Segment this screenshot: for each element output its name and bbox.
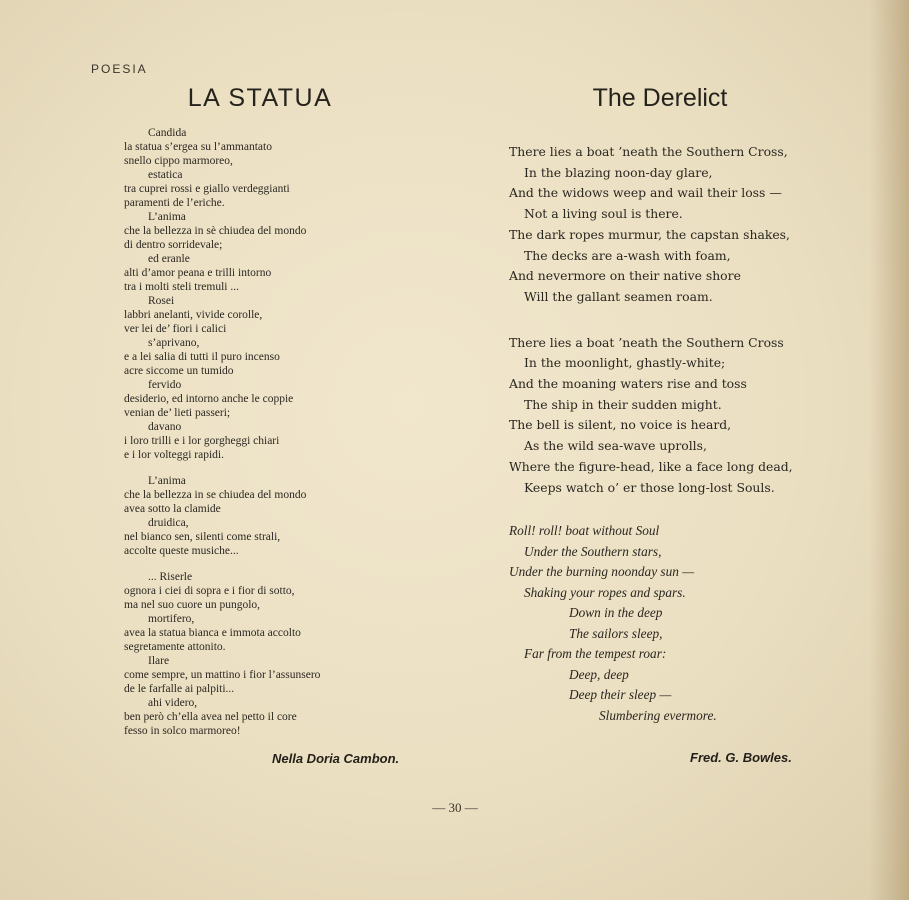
poem-line: Not a living soul is there. xyxy=(524,206,683,222)
poem-line: ahi videro, xyxy=(148,697,198,709)
poem-line: In the blazing noon-day glare, xyxy=(524,164,713,180)
poem-line: segretamente attonito. xyxy=(124,641,226,653)
poem-line: che la bellezza in se chiudea del mondo xyxy=(124,489,307,501)
poem-line: ed eranle xyxy=(148,253,190,265)
poem-line: avea la statua bianca e immota accolto xyxy=(124,627,301,639)
poem-line: Under the burning noonday sun — xyxy=(509,564,695,579)
poem-line: As the wild sea-wave uprolls, xyxy=(524,438,707,454)
poem-line: desiderio, ed intorno anche le coppie xyxy=(124,393,294,405)
left-poem-body xyxy=(124,126,424,738)
poem-line: s’aprivano, xyxy=(148,337,200,349)
poem-line: Slumbering evermore. xyxy=(599,707,717,723)
poem-line: e a lei salia di tutti il puro incenso xyxy=(124,351,280,363)
poem-line: Where the figure-head, like a face long dead, xyxy=(509,458,793,474)
poem-line: avea sotto la clamide xyxy=(124,503,221,515)
poem-line: estatica xyxy=(148,169,183,181)
poem-line: come sempre, un mattino i fior l’assunsero xyxy=(124,669,321,681)
poem-line: la statua s’ergea su l’ammantato xyxy=(124,141,272,153)
section-label: POESIA xyxy=(91,62,148,76)
poem-line: The ship in their sudden might. xyxy=(524,396,722,412)
poem-line: The sailors sleep, xyxy=(569,625,663,641)
right-poem-title: The Derelict xyxy=(592,84,728,112)
poem-line: acre siccome un tumido xyxy=(124,365,234,377)
poem-line: Roll! roll! boat without Soul xyxy=(509,523,660,538)
poem-line: tra i molti steli tremuli ... xyxy=(124,281,239,293)
poem-line: Deep, deep xyxy=(569,666,629,682)
poem-line: Under the Southern stars, xyxy=(524,543,662,559)
poem-line: mortifero, xyxy=(148,613,195,625)
poem-line: L’anima xyxy=(148,475,186,487)
poem-line: The decks are a-wash with foam, xyxy=(524,247,731,263)
poem-line: accolte queste musiche... xyxy=(124,545,239,557)
page-edge-shadow xyxy=(869,0,909,900)
poem-line: ben però ch’ella avea nel petto il core xyxy=(124,711,297,723)
left-poem-title: LA STATUA xyxy=(187,84,333,112)
poem-line: davano xyxy=(148,421,182,433)
poem-line: tra cuprei rossi e giallo verdeggianti xyxy=(124,183,290,195)
right-poem-body xyxy=(509,142,829,498)
poem-line: e i lor volteggi rapidi. xyxy=(124,449,224,461)
poem-line: Keeps watch o’ er those long-lost Souls. xyxy=(524,479,775,495)
poem-line: de le farfalle ai palpiti... xyxy=(124,683,235,695)
poem-line: The bell is silent, no voice is heard, xyxy=(509,417,732,433)
poem-line: There lies a boat ’neath the Southern Cross xyxy=(509,334,784,350)
poem-line: L’anima xyxy=(148,211,186,223)
poem-line: And the widows weep and wail their loss — xyxy=(509,185,782,201)
poem-line: ma nel suo cuore un pungolo, xyxy=(124,599,261,611)
poem-line: Will the gallant seamen roam. xyxy=(524,288,713,304)
poem-line: Rosei xyxy=(148,295,175,307)
poem-line: fesso in solco marmoreo! xyxy=(124,725,241,737)
poem-line: ver lei de’ fiori i calici xyxy=(124,323,227,335)
right-poem-author: Fred. G. Bowles. xyxy=(690,750,792,765)
poem-line: ognora i ciei di sopra e i fior di sotto, xyxy=(124,585,295,597)
poem-line: And the moaning waters rise and toss xyxy=(509,376,747,392)
right-poem-refrain xyxy=(509,521,829,726)
poem-line: nel bianco sen, silenti come strali, xyxy=(124,531,281,543)
poem-line: labbri anelanti, vivide corolle, xyxy=(124,309,263,321)
poem-line: Down in the deep xyxy=(569,605,663,620)
poem-line: paramenti de l’eriche. xyxy=(124,197,225,209)
stanza-gap xyxy=(509,308,829,333)
poem-line: Deep their sleep — xyxy=(569,687,672,702)
left-poem-author: Nella Doria Cambon. xyxy=(272,751,400,766)
poem-line: The dark ropes murmur, the capstan shakes, xyxy=(509,226,790,242)
poem-line: che la bellezza in sè chiudea del mondo xyxy=(124,225,307,237)
poem-line: Far from the tempest roar: xyxy=(524,646,667,661)
poem-line: druidica, xyxy=(148,517,189,529)
poem-line: Ilare xyxy=(148,655,170,667)
poem-line: i loro trilli e i lor gorgheggi chiari xyxy=(124,435,280,447)
stanza-gap xyxy=(124,462,424,474)
poem-line: fervido xyxy=(148,379,182,391)
poem-line: alti d’amor peana e trilli intorno xyxy=(124,267,272,279)
page-number: — 30 — xyxy=(432,800,478,815)
poem-line: Shaking your ropes and spars. xyxy=(524,584,686,600)
poem-line: And nevermore on their native shore xyxy=(509,268,741,284)
stanza-gap xyxy=(124,558,424,570)
poem-line: There lies a boat ’neath the Southern Cross, xyxy=(509,144,788,159)
poem-line: di dentro sorridevale; xyxy=(124,239,223,251)
poem-line: ... Riserle xyxy=(148,571,193,583)
poem-line: In the moonlight, ghastly-white; xyxy=(524,355,726,371)
poem-line: venian de’ lieti passeri; xyxy=(124,407,231,419)
poem-line: snello cippo marmoreo, xyxy=(124,155,233,167)
poem-line: Candida xyxy=(148,127,187,139)
